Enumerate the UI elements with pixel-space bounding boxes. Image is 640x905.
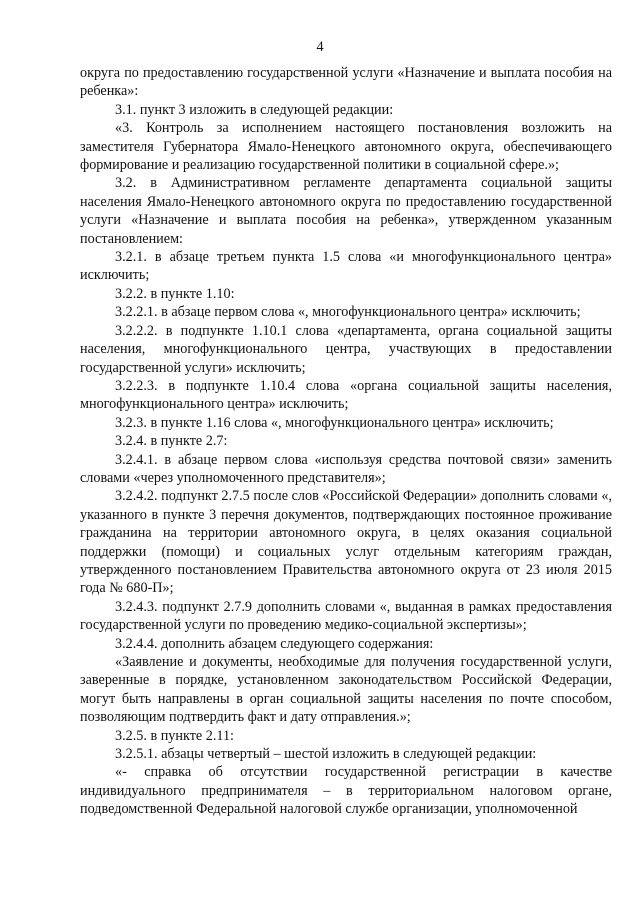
paragraph: 3.2.2. в пункте 1.10:	[115, 285, 235, 302]
paragraph: 3.2. в Административном регламенте департамента социальной защиты населения Ямало-Ненецкого автономного округа по предоставлению государственной услуги «Назначение и выплата пособия на ребенка», утвержденном указанным постановлением:	[80, 175, 612, 247]
paragraph: «Заявление и документы, необходимые для получения государственной услуги, заверенные в порядке, установленном законодательством Российской Федерации, могут быть направлены в орган социальной защиты населения по почте способом, позволяющим подтвердить факт и дату отправления.»;	[80, 654, 612, 726]
page-number: 4	[316, 39, 324, 55]
paragraph: 3.1. пункт 3 изложить в следующей редакции:	[115, 101, 394, 118]
paragraph: 3.2.3. в пункте 1.16 слова «, многофункционального центра» исключить;	[115, 414, 554, 431]
paragraph: 3.2.1. в абзаце третьем пункта 1.5 слова «и многофункционального центра» исключить;	[80, 249, 612, 284]
paragraph: 3.2.5. в пункте 2.11:	[115, 727, 234, 744]
document-body	[80, 64, 612, 819]
paragraph: 3.2.4.3. подпункт 2.7.9 дополнить словами «, выданная в рамках предоставления государственной услуги по проведению медико-социальной экспертизы»;	[80, 598, 612, 634]
paragraph: «- справка об отсутствии государственной регистрации в качестве индивидуального предпринимателя – в территориальном налоговом органе, подведомственной Федеральной налоговой службе организации, уполномоченной	[80, 764, 612, 818]
paragraph: округа по предоставлению государственной услуги «Назначение и выплата пособия на ребенка»:	[80, 65, 612, 100]
paragraph: 3.2.2.3. в подпункте 1.10.4 слова «органа социальной защиты населения, многофункционального центра» исключить;	[80, 377, 612, 413]
paragraph: 3.2.4. в пункте 2.7:	[115, 433, 228, 450]
paragraph: «3. Контроль за исполнением настоящего постановления возложить на заместителя Губернатора Ямало-Ненецкого автономного округа, обеспечивающего формирование и реализацию государственной политики в социальной сфере.»;	[80, 120, 612, 174]
paragraph: 3.2.5.1. абзацы четвертый – шестой изложить в следующей редакции:	[115, 746, 537, 763]
paragraph: 3.2.4.2. подпункт 2.7.5 после слов «Российской Федерации» дополнить словами «, указанного в пункте 3 перечня документов, подтверждающих постоянное проживание гражданина на территории автономного округа, в целях оказания социальной поддержки (помощи) и социальных услуг отдельным категориям граждан, утвержденного постановлением Правительства автономного округа от 23 июля 2015 года № 680-П»;	[80, 488, 612, 597]
paragraph: 3.2.2.1. в абзаце первом слова «, многофункционального центра» исключить;	[115, 304, 581, 321]
paragraph: 3.2.4.1. в абзаце первом слова «используя средства почтовой связи» заменить словами «через уполномоченного представителя»;	[80, 451, 612, 486]
paragraph: 3.2.2.2. в подпункте 1.10.1 слова «департамента, органа социальной защиты населения, многофункционального центра, участвующих в предоставлении государственной услуги» исключить;	[80, 322, 612, 376]
paragraph: 3.2.4.4. дополнить абзацем следующего содержания:	[115, 635, 434, 652]
